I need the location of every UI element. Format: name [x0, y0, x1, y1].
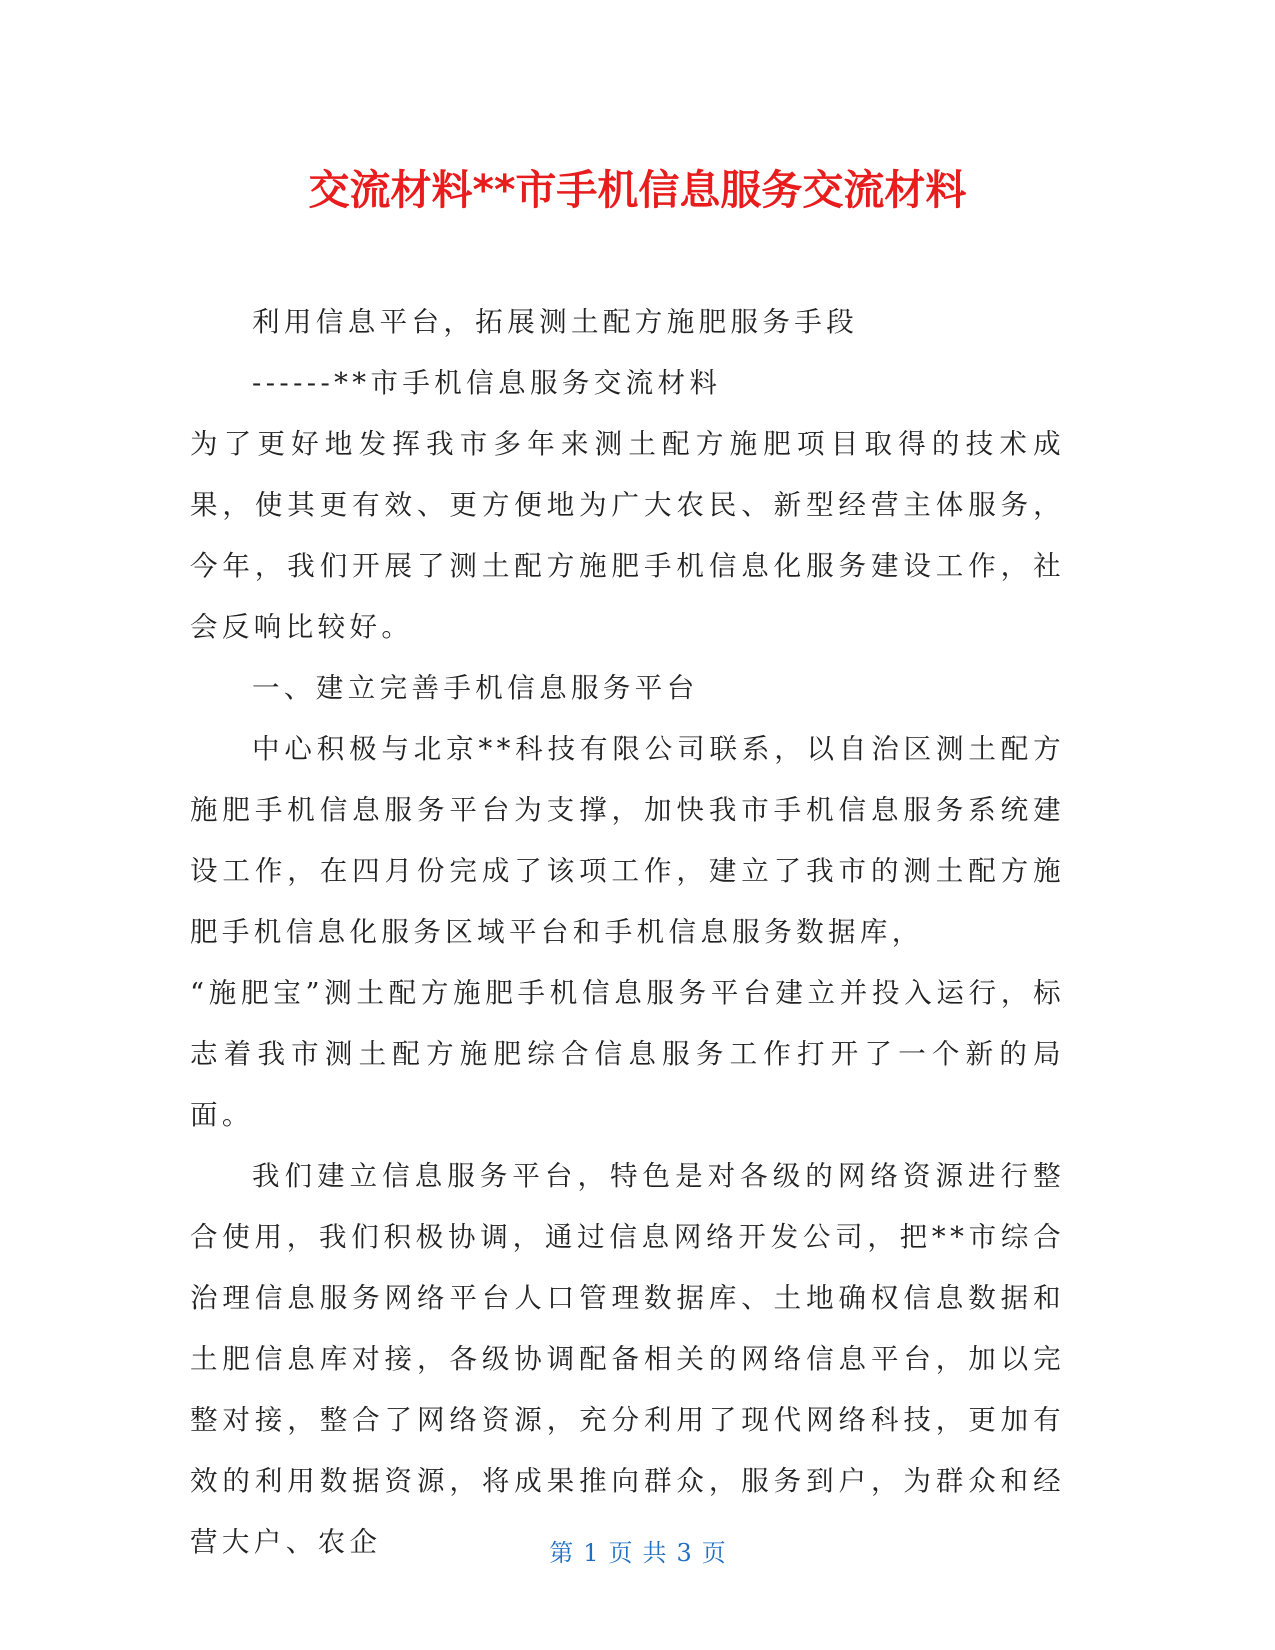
- paragraph-byline: ------**市手机信息服务交流材料: [252, 367, 722, 399]
- footer-total-prefix: 共: [642, 1539, 667, 1567]
- page-footer: [0, 1537, 1275, 1569]
- footer-page-mid: 页: [608, 1539, 633, 1567]
- document-body: [190, 292, 1065, 1573]
- footer-page-total: 3: [676, 1539, 692, 1567]
- paragraph-intro: 为了更好地发挥我市多年来测土配方施肥项目取得的技术成果，使其更有效、更方便地为广大农民、新型经营主体服务，今年，我们开展了测土配方施肥手机信息化服务建设工作，社会反响比较好。: [190, 428, 1065, 643]
- document-title: 交流材料**市手机信息服务交流材料: [308, 166, 967, 214]
- footer-page-prefix: 第: [549, 1539, 574, 1567]
- paragraph-subtitle: 利用信息平台，拓展测土配方施肥服务手段: [252, 306, 859, 338]
- paragraph-shifeibao: “施肥宝”测土配方施肥手机信息服务平台建立并投入运行，标志着我市测土配方施肥综合信息服务工作打开了一个新的局面。: [190, 977, 1065, 1131]
- paragraph-platform: 中心积极与北京**科技有限公司联系，以自治区测土配方施肥手机信息服务平台为支撑，加快我市手机信息服务系统建设工作，在四月份完成了该项工作，建立了我市的测土配方施肥手机信息化服务区域平台和手机信息服务数据库，: [190, 733, 1065, 948]
- footer-page-current: 1: [583, 1539, 599, 1567]
- paragraph-integration: 我们建立信息服务平台，特色是对各级的网络资源进行整合使用，我们积极协调，通过信息网络开发公司，把**市综合治理信息服务网络平台人口管理数据库、土地确权信息数据和土肥信息库对接，各级协调配备相关的网络信息平台，加以完整对接，整合了网络资源，充分利用了现代网络科技，更加有效的利用数据资源，将成果推向群众，服务到户，为群众和经营大户、农企: [190, 1160, 1065, 1558]
- footer-page-suffix: 页: [701, 1539, 726, 1567]
- section-heading-1: 一、建立完善手机信息服务平台: [252, 672, 699, 704]
